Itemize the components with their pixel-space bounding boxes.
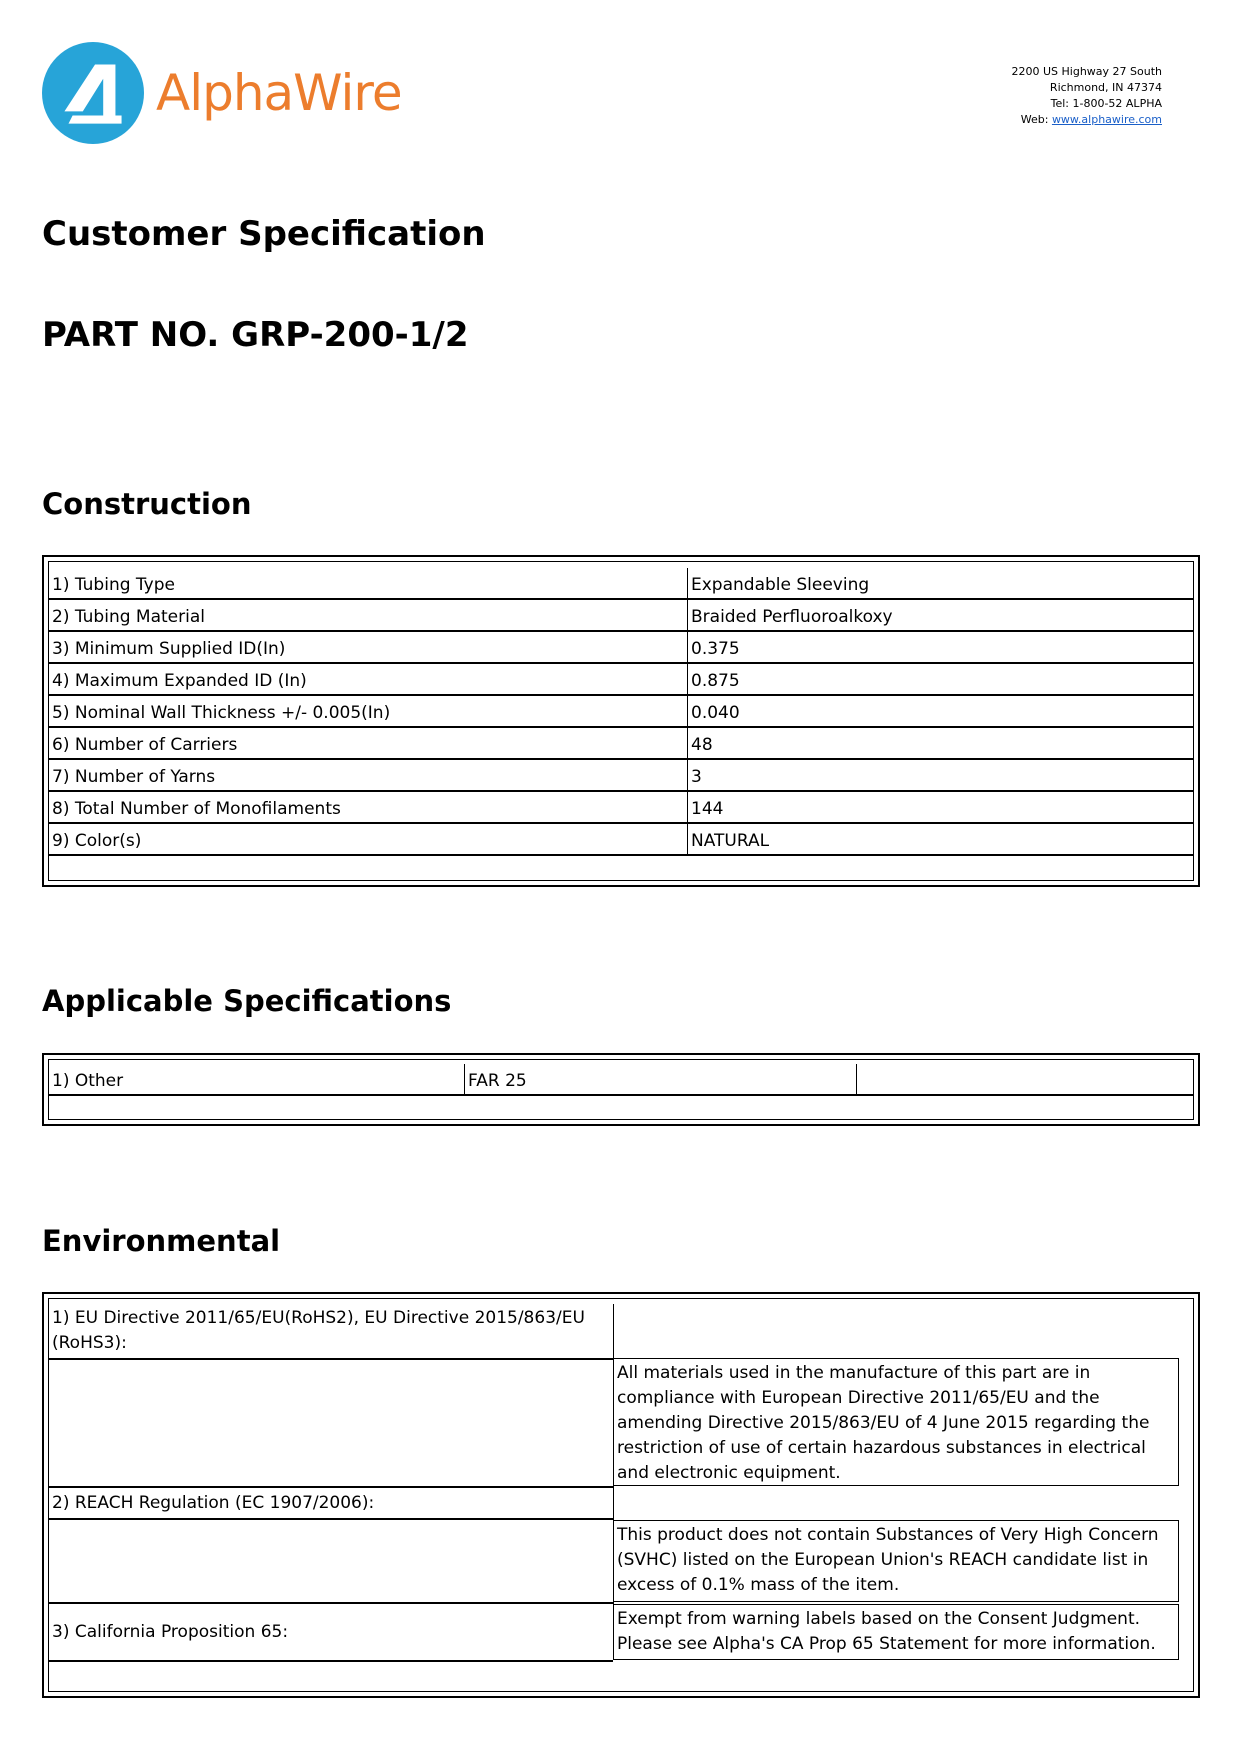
spec-extra [857,1069,1193,1094]
applicable-specs-heading: Applicable Specifications [42,984,452,1018]
spec-value: 0.040 [691,703,740,723]
construction-heading: Construction [42,487,252,521]
spec-label: 4) Maximum Expanded ID (In) [52,671,307,691]
reach-label-cell [49,1488,613,1520]
environmental-heading: Environmental [42,1224,281,1258]
table-row [49,568,1193,600]
reach-label: 2) REACH Regulation (EC 1907/2006): [52,1493,375,1513]
rohs-label-cell [49,1304,614,1360]
brand-logo [42,42,402,144]
spec-value: 3 [691,767,702,787]
spec-value: Braided Perfluoroalkoxy [691,607,893,627]
table-row [49,1064,1193,1096]
address-line: Tel: 1-800-52 ALPHA [1050,97,1162,110]
brand-name: AlphaWire [156,64,402,122]
address-line: 2200 US Highway 27 South [1011,65,1162,78]
table-row [49,632,1193,664]
table-row [49,728,1193,760]
reach-statement: This product does not contain Substances of Very High Concern (SVHC) listed on the European Union's REACH candidate list in excess of 0.1% mass of the item. [617,1525,1159,1595]
table-row [49,600,1193,632]
spec-label: 1) Other [52,1071,124,1091]
spec-value: NATURAL [691,831,770,851]
spec-label: 6) Number of Carriers [52,735,238,755]
rohs-blank-cell [49,1358,613,1488]
website-link[interactable]: www.alphawire.com [1051,113,1162,126]
reach-blank-cell [49,1520,613,1604]
company-address [1011,64,1162,128]
table-row [49,696,1193,728]
reach-text-cell [613,1520,1179,1602]
spec-label: 5) Nominal Wall Thickness +/- 0.005(In) [52,703,391,723]
prop65-label-cell [49,1604,613,1662]
spec-value: 0.875 [691,671,740,691]
spec-label: 8) Total Number of Monofilaments [52,799,341,819]
construction-table [42,555,1200,887]
rohs-statement: All materials used in the manufacture of this part are in compliance with European Directive 2011/65/EU and the amending Directive 2015/863/EU of 4 June 2015 regarding the restriction of use of certain hazardous substances in electrical and electronic equipment. [617,1363,1150,1483]
spec-value: 48 [691,735,713,755]
prop65-label: 3) California Proposition 65: [52,1622,289,1642]
spec-value: FAR 25 [468,1071,527,1091]
prop65-text-cell [613,1604,1179,1660]
spec-label: 7) Number of Yarns [52,767,216,787]
part-number: PART NO. GRP-200-1/2 [42,315,469,355]
applicable-specs-table [42,1053,1200,1126]
spec-label: 9) Color(s) [52,831,142,851]
alphawire-logo-icon [42,42,144,144]
rohs-label: 1) EU Directive 2011/65/EU(RoHS2), EU Directive 2015/863/EU (RoHS3): [52,1308,585,1353]
page-title: Customer Specification [42,214,486,254]
web-label: Web: [1020,113,1052,126]
rohs-text-cell [613,1358,1179,1486]
prop65-statement: Exempt from warning labels based on the Consent Judgment. Please see Alpha's CA Prop 65 Statement for more information. [617,1609,1156,1654]
table-row [49,664,1193,696]
address-line: Richmond, IN 47374 [1049,81,1162,94]
web-line [1011,112,1162,128]
spec-value: 0.375 [691,639,740,659]
table-row [49,792,1193,824]
spec-label: 1) Tubing Type [52,575,175,595]
spec-value: 144 [691,799,724,819]
spec-label: 2) Tubing Material [52,607,205,627]
spec-label: 3) Minimum Supplied ID(In) [52,639,286,659]
environmental-table [42,1292,1200,1698]
table-row [49,760,1193,792]
spec-value: Expandable Sleeving [691,575,870,595]
table-row [49,824,1193,856]
